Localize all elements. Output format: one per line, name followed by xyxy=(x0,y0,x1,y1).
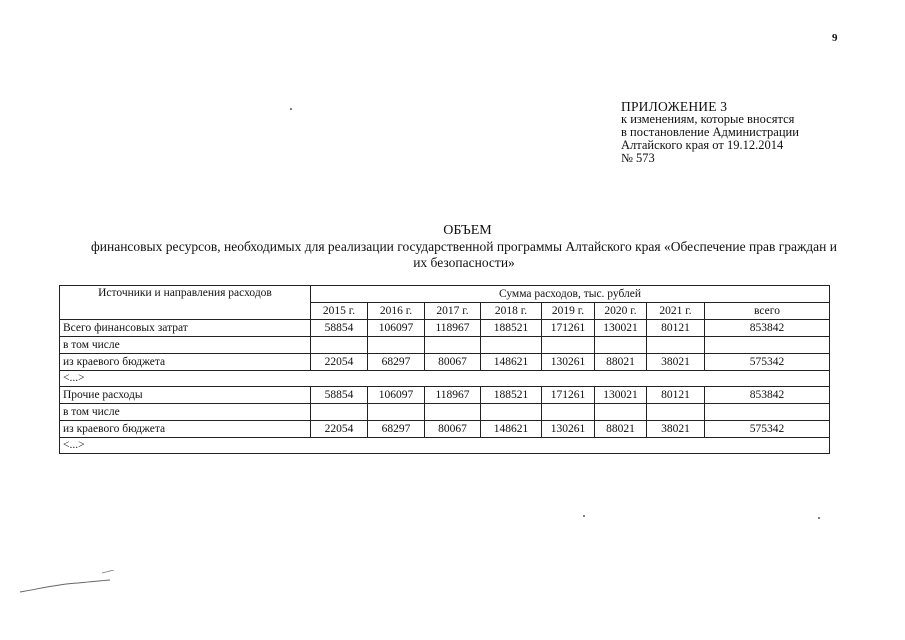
value-cell: 575342 xyxy=(705,421,830,438)
value-cell xyxy=(311,404,368,421)
value-cell: 171261 xyxy=(542,320,595,337)
value-cell: 171261 xyxy=(542,387,595,404)
value-cell: 58854 xyxy=(311,320,368,337)
value-cell: 130261 xyxy=(542,421,595,438)
value-cell xyxy=(542,404,595,421)
value-cell xyxy=(368,404,425,421)
table-body xyxy=(60,320,830,454)
appendix-line: к изменениям, которые вносятся xyxy=(621,112,795,126)
value-cell: 88021 xyxy=(595,421,647,438)
value-cell xyxy=(481,337,542,354)
row-label: Прочие расходы xyxy=(60,387,311,404)
appendix-block xyxy=(621,100,799,165)
value-cell xyxy=(542,337,595,354)
value-cell: 88021 xyxy=(595,354,647,371)
value-cell: 148621 xyxy=(481,421,542,438)
value-cell: 106097 xyxy=(368,387,425,404)
appendix-line: Алтайского края от 19.12.2014 xyxy=(621,138,784,152)
value-cell: 106097 xyxy=(368,320,425,337)
expense-table xyxy=(59,285,830,454)
year-column-header: 2018 г. xyxy=(481,303,542,320)
value-cell: 148621 xyxy=(481,354,542,371)
table-row xyxy=(60,320,830,337)
value-cell xyxy=(595,337,647,354)
sum-column-header: Сумма расходов, тыс. рублей xyxy=(311,286,830,303)
year-column-header: 2021 г. xyxy=(647,303,705,320)
document-heading xyxy=(0,222,905,271)
page-number: 9 xyxy=(832,32,838,44)
table-row xyxy=(60,404,830,421)
heading-title: ОБЪЕМ xyxy=(443,223,492,238)
row-label: из краевого бюджета xyxy=(60,354,311,371)
table-row xyxy=(60,438,830,454)
value-cell: 118967 xyxy=(425,320,481,337)
value-cell: 22054 xyxy=(311,354,368,371)
value-cell: 575342 xyxy=(705,354,830,371)
value-cell xyxy=(425,404,481,421)
value-cell: 853842 xyxy=(705,320,830,337)
value-cell: 80121 xyxy=(647,320,705,337)
year-column-header: 2019 г. xyxy=(542,303,595,320)
value-cell xyxy=(311,337,368,354)
ellipsis-cell: <...> xyxy=(60,371,830,387)
value-cell: 188521 xyxy=(481,320,542,337)
appendix-line: в постановление Администрации xyxy=(621,125,799,139)
value-cell: 80067 xyxy=(425,421,481,438)
value-cell: 118967 xyxy=(425,387,481,404)
value-cell: 130261 xyxy=(542,354,595,371)
year-column-header: 2020 г. xyxy=(595,303,647,320)
source-column-header: Источники и направления расходов xyxy=(60,286,311,320)
heading-subtitle: финансовых ресурсов, необходимых для реализации государственной программы Алтайского края «Обеспечение прав граждан и их безопасности» xyxy=(91,239,837,270)
value-cell: 68297 xyxy=(368,421,425,438)
value-cell: 130021 xyxy=(595,387,647,404)
scan-speck xyxy=(290,108,292,110)
value-cell xyxy=(481,404,542,421)
year-column-header: 2016 г. xyxy=(368,303,425,320)
table-header xyxy=(60,286,830,320)
value-cell: 80121 xyxy=(647,387,705,404)
ellipsis-cell: <...> xyxy=(60,438,830,454)
value-cell xyxy=(705,337,830,354)
table-row xyxy=(60,337,830,354)
value-cell: 22054 xyxy=(311,421,368,438)
value-cell: 80067 xyxy=(425,354,481,371)
value-cell xyxy=(368,337,425,354)
table-row xyxy=(60,421,830,438)
value-cell: 38021 xyxy=(647,354,705,371)
scan-speck xyxy=(818,517,820,519)
value-cell xyxy=(647,404,705,421)
table-row xyxy=(60,387,830,404)
value-cell xyxy=(595,404,647,421)
row-label: Всего финансовых затрат xyxy=(60,320,311,337)
row-label: в том числе xyxy=(60,404,311,421)
year-column-header: всего xyxy=(705,303,830,320)
year-column-header: 2015 г. xyxy=(311,303,368,320)
value-cell: 38021 xyxy=(647,421,705,438)
value-cell xyxy=(705,404,830,421)
value-cell: 853842 xyxy=(705,387,830,404)
row-label: из краевого бюджета xyxy=(60,421,311,438)
year-column-header: 2017 г. xyxy=(425,303,481,320)
appendix-line: № 573 xyxy=(621,151,655,165)
value-cell: 188521 xyxy=(481,387,542,404)
value-cell xyxy=(425,337,481,354)
row-label: в том числе xyxy=(60,337,311,354)
value-cell: 68297 xyxy=(368,354,425,371)
pen-stroke-mark xyxy=(18,570,118,596)
value-cell: 58854 xyxy=(311,387,368,404)
value-cell: 130021 xyxy=(595,320,647,337)
value-cell xyxy=(647,337,705,354)
appendix-title: ПРИЛОЖЕНИЕ 3 xyxy=(621,99,728,114)
table-row xyxy=(60,354,830,371)
scan-speck xyxy=(583,515,585,517)
table-row xyxy=(60,371,830,387)
